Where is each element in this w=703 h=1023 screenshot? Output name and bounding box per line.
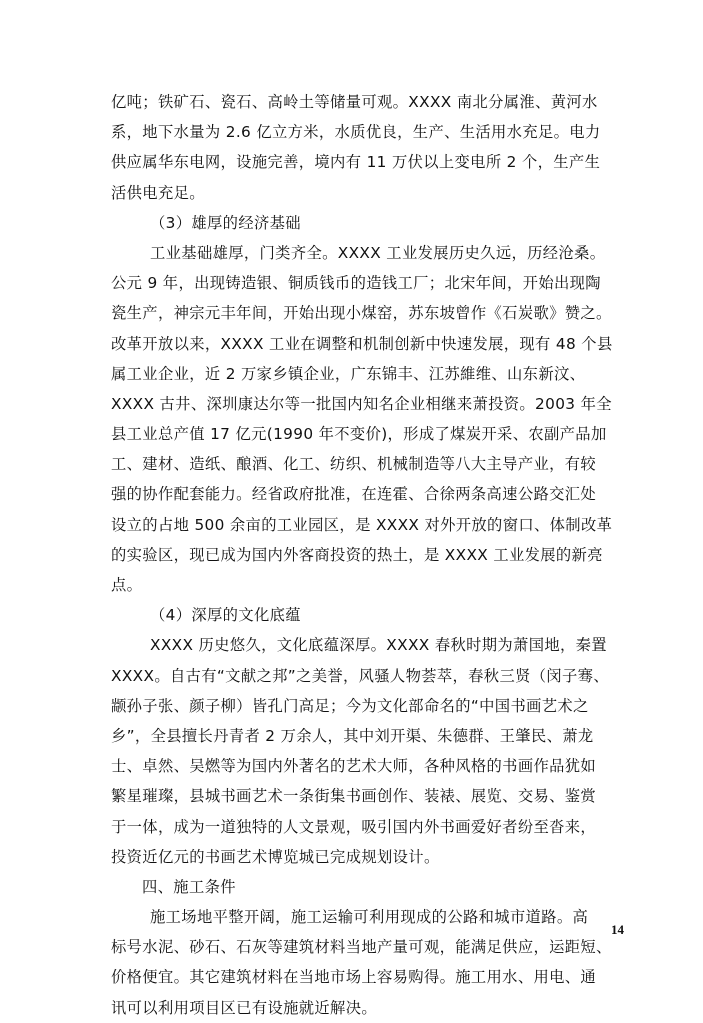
- paragraph-line: 活供电充足。: [111, 183, 205, 202]
- paragraph-line: 点。: [111, 576, 143, 594]
- paragraph-line: XXXX 历史悠久，文化底蕴深厚。XXXX 春秋时期为萧国地，秦置: [150, 636, 607, 655]
- paragraph-line: 繁星璀璨，县城书画艺术一条街集书画创作、装裱、展览、交易、鉴赏: [111, 787, 597, 806]
- section-heading: （4）深厚的文化底蕴: [150, 606, 301, 625]
- paragraph-line: 士、卓然、吴燃等为国内外著名的艺术大师，各种风格的书画作品犹如: [111, 757, 597, 776]
- section-heading: 四、施工条件: [142, 877, 236, 896]
- paragraph-line: 属工业企业，近 2 万家乡镇企业，广东锦丰、江苏維维、山东新汶、: [111, 364, 586, 383]
- paragraph-line: 施工场地平整开阔，施工运输可利用现成的公路和城市道路。高: [150, 908, 589, 927]
- paragraph-line: 工业基础雄厚，门类齐全。XXXX 工业发展历史久远，历经沧桑。: [150, 243, 606, 262]
- paragraph-line: 工、建材、造纸、酿酒、化工、纺织、机械制造等八大主导产业，有较: [111, 455, 597, 474]
- paragraph-line: 公元 9 年，出现铸造银、铜质钱币的造钱工厂；北宋年间，开始出现陶: [111, 274, 601, 293]
- paragraph-line: 强的协作配套能力。经省政府批准，在连霍、合徐两条高速公路交汇处: [111, 485, 597, 504]
- paragraph-line: 标号水泥、砂石、石灰等建筑材料当地产量可观，能满足供应，运距短、: [111, 938, 612, 957]
- paragraph-line: 讯可以利用项目区已有设施就近解决。: [111, 998, 377, 1017]
- paragraph-line: 乡”，全县擅长丹青者 2 万余人，其中刘开渠、朱德群、王肇民、萧龙: [111, 726, 594, 745]
- paragraph-line: 颛孙子张、颜子柳）皆孔门高足；今为文化部命名的“中国书画艺术之: [111, 696, 589, 715]
- body-text: [111, 87, 621, 1023]
- page-number: 14: [611, 922, 624, 937]
- paragraph-line: 的实验区，现已成为国内外客商投资的热土，是 XXXX 工业发展的新亮: [111, 545, 603, 564]
- paragraph-line: 投资近亿元的书画艺术博览城已完成规划设计。: [111, 847, 440, 866]
- paragraph-line: 改革开放以来，XXXX 工业在调整和机制创新中快速发展，现有 48 个县: [111, 334, 613, 353]
- paragraph-line: 系，地下水量为 2.6 亿立方米，水质优良，生产、生活用水充足。电力: [111, 123, 601, 142]
- paragraph-line: 县工业总产值 17 亿元(1990 年不变价)，形成了煤炭开采、农副产品加: [111, 425, 607, 444]
- paragraph-line: 供应属华东电网，设施完善，境内有 11 万伏以上变电所 2 个，生产生: [111, 153, 601, 172]
- paragraph-line: XXXX 古井、深圳康达尔等一批国内知名企业相继来萧投资。2003 年全: [111, 394, 612, 413]
- paragraph-line: 于一体，成为一道独特的人文景观，吸引国内外书画爱好者纷至沓来，: [111, 817, 597, 836]
- section-heading: （3）雄厚的经济基础: [150, 213, 301, 232]
- paragraph-line: 亿吨；铁矿石、瓷石、高岭土等储量可观。XXXX 南北分属淮、黄河水: [111, 93, 598, 111]
- paragraph-line: XXXX。自古有“文献之邦”之美誉，风骚人物荟萃，春秋三贤（闵子骞、: [111, 666, 609, 685]
- paragraph-line: 设立的占地 500 余亩的工业园区，是 XXXX 对外开放的窗口、体制改革: [111, 515, 613, 534]
- paragraph-line: 瓷生产，神宗元丰年间，开始出现小煤窑，苏东坡曾作《石炭歌》赞之。: [111, 304, 612, 323]
- paragraph-line: 价格便宜。其它建筑材料在当地市场上容易购得。施工用水、用电、通: [111, 968, 597, 987]
